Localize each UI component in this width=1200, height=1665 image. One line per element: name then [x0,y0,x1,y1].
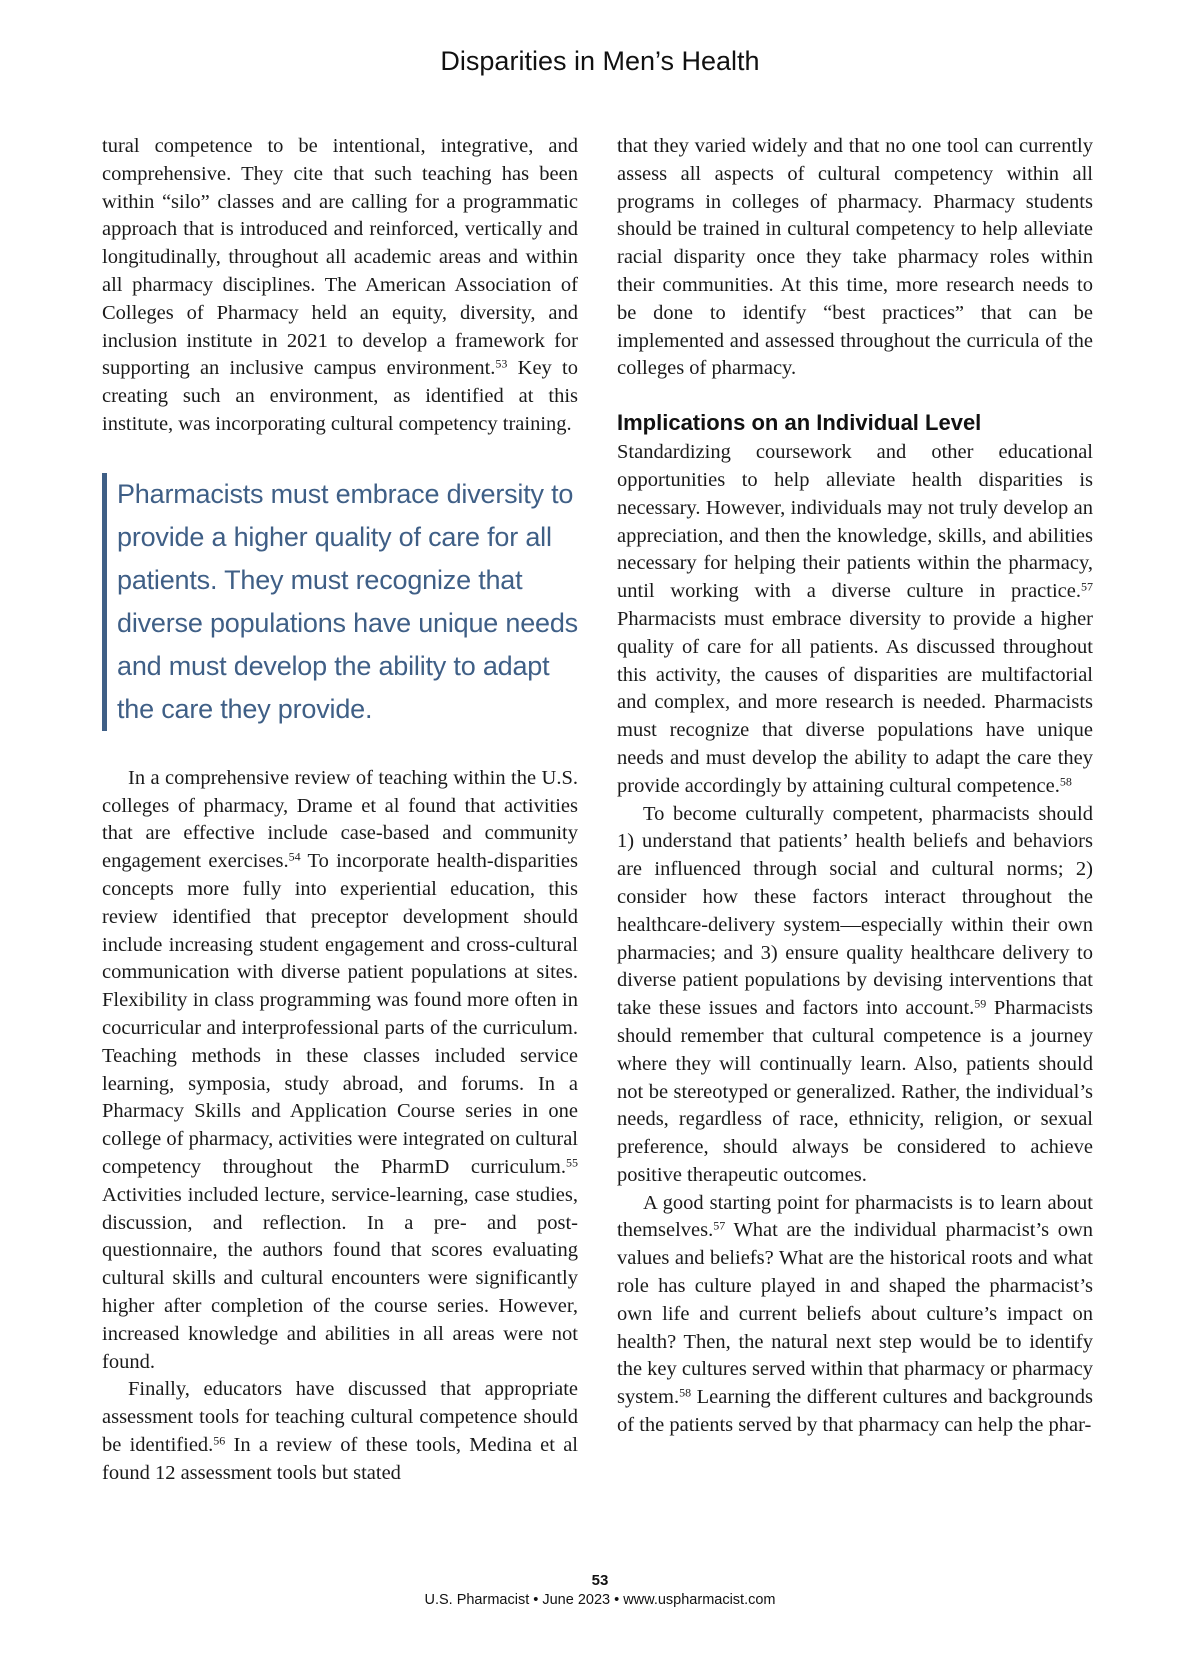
paragraph [102,1376,578,1487]
pull-quote [102,473,578,731]
reference-superscript: 53 [495,356,508,371]
paragraph-text: In a comprehensive review of teaching within the U.S. colleges of pharmacy, Drame et al found that activities that are effective include case-based and community engagement exercises. [102,766,578,873]
paragraph [617,1190,1093,1440]
paragraph-text: Activities included lecture, service-learning, case studies, discussion, and reflection. In a pre- and post-questionnaire, the authors found that scores evaluating cultural skills and cultural encounters were significantly higher after completion of the course series. However, increased knowledge and abilities in all areas were not found. [102,1183,578,1373]
reference-superscript: 58 [679,1385,692,1400]
paragraph-text: Key to creating such an environment, as identified at this institute, was incorporating cultural competency training. [102,357,578,435]
left-column [102,133,578,1487]
pull-quote-line: diverse populations have unique needs [117,607,578,638]
paragraph-text: Learning the different cultures and backgrounds of the patients served by that pharmacy can help the phar- [617,1386,1093,1437]
reference-superscript: 57 [1081,579,1093,594]
reference-superscript: 59 [974,996,987,1011]
pull-quote-line: patients. They must recognize that [117,564,523,595]
paragraph-text: A good starting point for pharmacists is to learn about themselves. [617,1191,1093,1242]
paragraph-text: Finally, educators have discussed that appropriate assessment tools for teaching cultural competence should be identified. [102,1378,578,1456]
pull-quote-line: the care they provide. [117,693,373,724]
paragraph-text: To incorporate health-disparities concepts more fully into experiential education, this review identified that preceptor development should include increasing student engagement and cross-cultural communication with diverse patient populations at sites. Flexibility in class programming was found more often in cocurricular and interprofessional parts of the curriculum. Teaching methods in these classes included service learning, symposia, study abroad, and forums. In a Pharmacy Skills and Application Course series in one college of pharmacy, activities were integrated on cultural competency throughout the PharmD curriculum. [102,850,578,1178]
paragraph-text: Pharmacists must embrace diversity to provide a higher quality of care for all patients. As discussed throughout this activity, the causes of disparities are multifactorial and complex, and more research is needed. Pharmacists must recognize that diverse populations have unique needs and must develop the ability to adapt the care they provide accordingly by attaining cultural competence. [617,607,1093,797]
paragraph: that they varied widely and that no one tool can currently assess all aspects of cultural competency within all programs in colleges of pharmacy. Pharmacy students should be trained in cultural competency to help alleviate racial disparity once they take pharmacy roles within their communities. At this time, more research needs to be done to identify “best practices” that can be implemented and assessed throughout the curricula of the colleges of pharmacy. [617,135,1093,380]
paragraph-text: Standardizing coursework and other educational opportunities to help alleviate health disparities is necessary. However, individuals may not truly develop an appreciation, and then the knowledge, skills, and abilities necessary for helping their patients within the pharmacy, until working with a diverse culture in practice. [617,441,1093,603]
paragraph-text: Pharmacists should remember that cultural competence is a journey where they will continually learn. Also, patients should not be stereotyped or generalized. Rather, the individual’s needs, regardless of race, ethnicity, religion, or sexual preference, should always be considered to achieve positive therapeutic outcomes. [617,997,1093,1186]
section-heading: Implications on an Individual Level [617,410,982,436]
running-header: Disparities in Men’s Health [440,46,760,76]
paragraph-text: tural competence to be intentional, integrative, and comprehensive. They cite that such teaching has been within “silo” classes and are calling for a programmatic approach that is introduced and reinforced, vertically and longitudinally, throughout all academic areas and within all pharmacy disciplines. The American Association of Colleges of Pharmacy held an equity, diversity, and inclusion institute in 2021 to develop a framework for supporting an inclusive campus environment. [102,135,578,380]
pull-quote-line: and must develop the ability to adapt [117,650,550,681]
paragraph [102,765,578,1377]
pull-quote-line: Pharmacists must embrace diversity to [117,478,574,509]
page-number: 53 [591,1572,609,1589]
paragraph-text: What are the individual pharmacist’s own values and beliefs? What are the historical roots and what role has culture played in and shaped the pharmacist’s own life and current beliefs about culture’s impact on health? Then, the natural next step would be to identify the key cultures served within that pharmacy or pharmacy system. [617,1219,1093,1409]
right-column [617,133,1093,1440]
reference-superscript: 57 [713,1218,726,1233]
paragraph [617,801,1093,1190]
reference-superscript: 56 [213,1433,226,1448]
paragraph [617,439,1093,800]
paragraph [102,133,578,439]
pull-quote-line: provide a higher quality of care for all [117,521,552,552]
paragraph-text: In a review of these tools, Medina et al found 12 assessment tools but stated [102,1433,578,1484]
publication-footer: U.S. Pharmacist • June 2023 • www.uspharmacist.com [424,1592,776,1608]
reference-superscript: 55 [566,1155,578,1170]
reference-superscript: 58 [1059,774,1072,789]
reference-superscript: 54 [288,849,301,864]
paragraph-text: To become culturally competent, pharmacists should 1) understand that patients’ health beliefs and behaviors are influenced through social and cultural norms; 2) consider how these factors interact throughout the healthcare-delivery system—especially within their own pharmacies; and 3) ensure quality healthcare delivery to diverse patient populations by devising interventions that take these issues and factors into account. [617,802,1093,1020]
